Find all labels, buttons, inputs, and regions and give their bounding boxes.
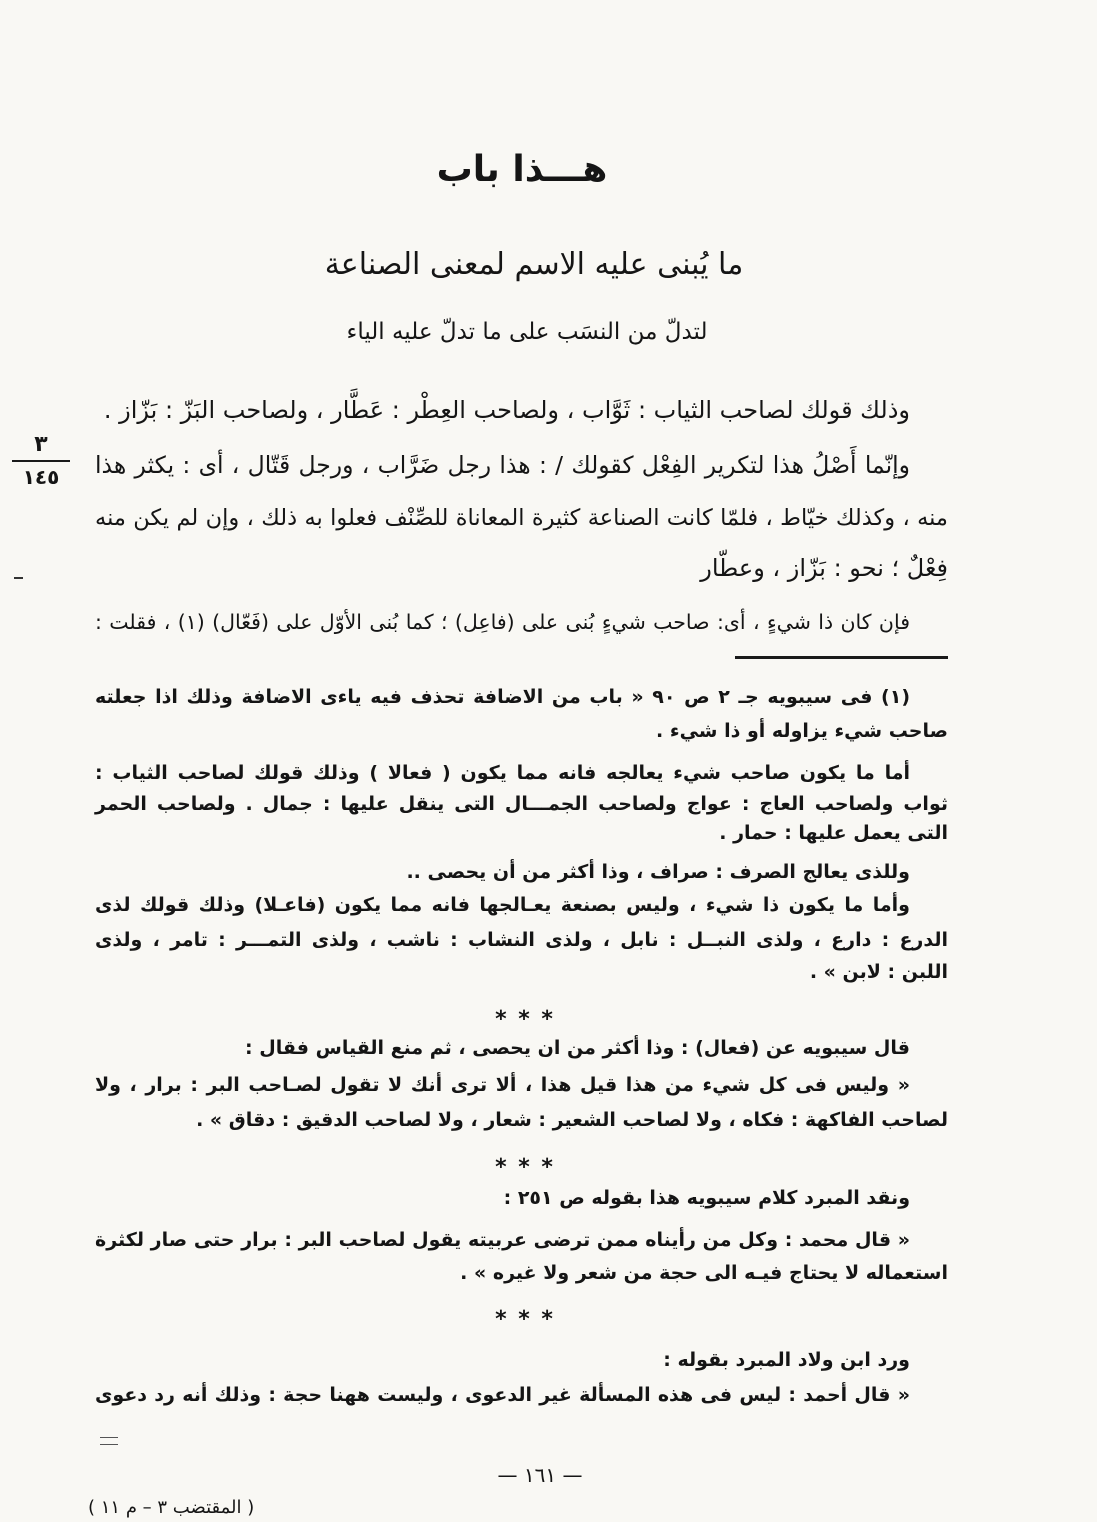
- footnote-line: أما ما يكون صاحب شيء يعالجه فانه مما يكون ( فعالا ) وذلك قولك لصاحب الثياب :: [95, 762, 910, 784]
- page-number: — ١٦١ —: [497, 1463, 583, 1487]
- footnote-separator-rule: [735, 656, 948, 659]
- signature-mark: ( المقتضب ٣ – م ١١ ): [88, 1497, 255, 1518]
- chapter-subtitle: ما يُبنى عليه الاسم لمعنى الصناعة: [324, 247, 744, 282]
- margin-page-reference: [12, 430, 70, 492]
- margin-ref-bottom: ١٤٥: [22, 465, 60, 489]
- footnote-line: لصاحب الفاكهة : فكاه ، ولا لصاحب الشعير : شعار ، ولا لصاحب الدقيق : دقاق » .: [196, 1109, 948, 1131]
- footnote-line: « قال أحمد : ليس فى هذه المسألة غير الدعوى ، وليست ههنا حجة : وذلك أنه رد دعوى: [95, 1384, 910, 1406]
- section-separator: * * *: [495, 1307, 555, 1332]
- body-line: وإنّما أَصْلُ هذا لتكرير الفِعْل كقولك / : هذا رجل ضَرَّاب ، ورجل قَتّال ، أى : يكثر هذا: [95, 451, 910, 479]
- chapter-title: هـــذا باب: [436, 149, 608, 190]
- margin-mark: [14, 577, 23, 579]
- footnote-line: الدرع : دارع ، ولذى النبــل : نابل ، ولذى النشاب : ناشب ، ولذى التمـــر : تامر ، ولذى: [95, 929, 948, 951]
- section-separator: * * *: [495, 1155, 555, 1180]
- section-separator: * * *: [495, 1007, 555, 1032]
- footnote-line: اللبن : لابن » .: [809, 961, 948, 983]
- footnote-line: ونقد المبرد كلام سيبويه هذا بقوله ص ٢٥١ :: [503, 1187, 910, 1209]
- margin-ref-top: ٣: [34, 432, 48, 457]
- body-line: فإن كان ذا شيءٍ ، أى: صاحب شيءٍ بُنى على (فاعِل) ؛ كما بُنى الأوّل على (فَعّال) (١) ، فقلت :: [95, 610, 910, 634]
- footnote-line: (١) فى سيبويه جـ ٢ ص ٩٠ « باب من الاضافة تحذف فيه ياءى الاضافة وذلك اذا جعلته: [95, 686, 910, 708]
- footnote-line: قال سيبويه عن (فعال) : وذا أكثر من ان يحصى ، ثم منع القياس فقال :: [245, 1037, 910, 1059]
- continuation-mark: [100, 1437, 118, 1445]
- footnote-line: استعماله لا يحتاج فيـه الى حجة من شعر ولا غيره » .: [460, 1262, 948, 1284]
- body-line: فِعْلٌ ؛ نحو : بَزّاز ، وعطّار: [700, 554, 948, 582]
- footnote-line: ثواب ولصاحب العاج : عواج ولصاحب الجمـــال التى ينقل عليها : جمال . ولصاحب الحمر: [95, 793, 948, 815]
- footnote-line: ورد ابن ولاد المبرد بقوله :: [663, 1349, 910, 1371]
- footnote-line: « قال محمد : وكل من رأيناه ممن ترضى عربيته يقول لصاحب البر : برار حتى صار لكثرة: [95, 1229, 910, 1251]
- footnote-line: وأما ما يكون ذا شيء ، وليس بصنعة يعـالجها فانه مما يكون (فاعـلا) وذلك قولك لذى: [95, 894, 910, 916]
- footnote-line: وللذى يعالج الصرف : صراف ، وذا أكثر من أن يحصى ..: [406, 861, 910, 883]
- footnote-line: صاحب شيء يزاوله أو ذا شيء .: [656, 720, 948, 742]
- footnote-line: التى يعمل عليها : حمار .: [719, 822, 948, 844]
- chapter-subsubtitle: لتدلّ من النسَب على ما تدلّ عليه الياء: [346, 319, 708, 345]
- footnote-line: « وليس فى كل شيء من هذا قيل هذا ، ألا ترى أنك لا تقول لصـاحب البر : برار ، ولا: [95, 1074, 910, 1096]
- body-line: وذلك قولك لصاحب الثياب : ثَوَّاب ، ولصاحب العِطْر : عَطَّار ، ولصاحب البَزّ : بَزّاز .: [103, 396, 910, 424]
- body-line: منه ، وكذلك خيّاط ، فلمّا كانت الصناعة كثيرة المعاناة للصِّنْف فعلوا به ذلك ، وإن لم يكن منه: [95, 505, 948, 531]
